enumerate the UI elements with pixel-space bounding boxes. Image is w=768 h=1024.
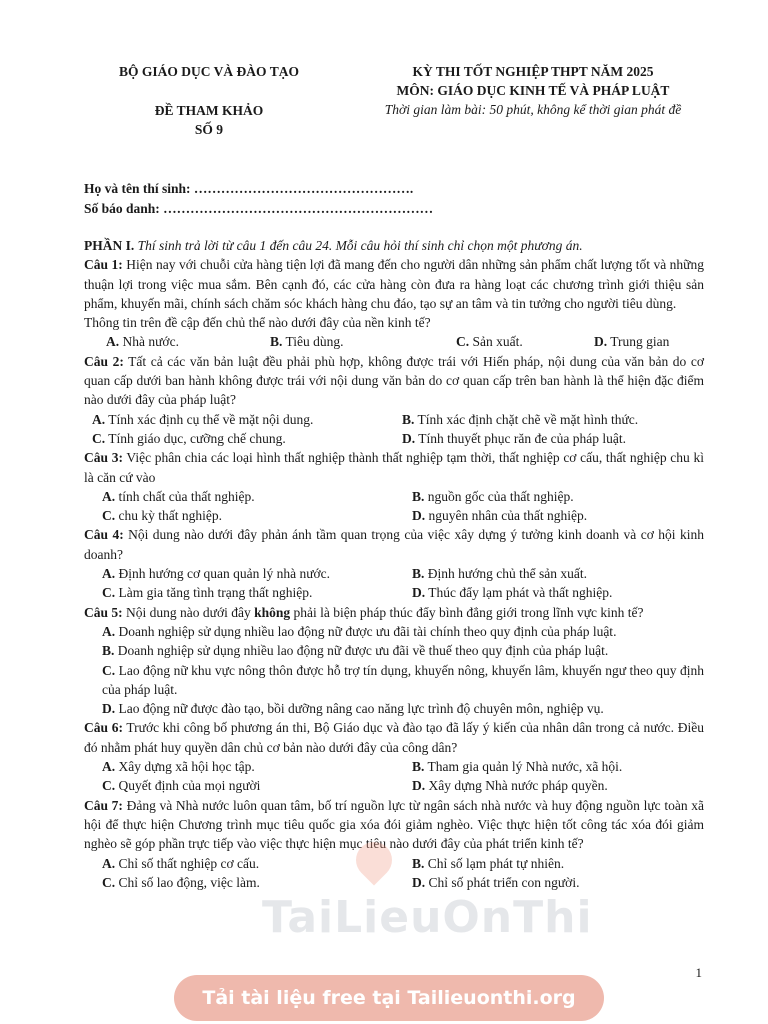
question-text: Tất cả các văn bản luật đều phải phù hợp, không được trái với Hiến pháp, nội dung của văn bản do cơ quan cấp dưới ban hành không được trái với nội dung văn bản do cơ quan cấp trên ban hành là thể hiện đặc điểm nào dưới đây của pháp luật?: [84, 353, 704, 408]
option-c: C. chu kỳ thất nghiệp.: [102, 508, 222, 524]
part-description: Thí sinh trả lời từ câu 1 đến câu 24. Mỗi câu hỏi thí sinh chỉ chọn một phương án.: [137, 238, 583, 253]
options-q2: [84, 410, 704, 449]
option-a: A. Doanh nghiệp sử dụng nhiều lao động nữ được ưu đãi tài chính theo quy định của pháp luật.: [102, 623, 617, 639]
option-b: B. Chỉ số lạm phát tự nhiên.: [412, 855, 565, 871]
exam-subject: MÔN: GIÁO DỤC KINH TẾ VÀ PHÁP LUẬT: [396, 83, 670, 98]
student-name-line: Họ và tên thí sinh: ………………………………………….: [84, 181, 414, 196]
question-text: Đảng và Nhà nước luôn quan tâm, bố trí nguồn lực từ ngân sách nhà nước và huy động nguồn lực toàn xã hội để thực hiện Chương trình mục tiêu quốc gia xóa đói giảm nghèo. Việc thực hiện tốt công tác xóa đói giảm nghèo sẽ góp phần trực tiếp vào việc thực hiện mục tiêu nào dưới đây của phát triển kinh tế?: [84, 797, 704, 852]
exam-body: [84, 236, 704, 892]
question-text: Nội dung nào dưới đây phản ánh tầm quan trọng của việc xây dựng ý tưởng kinh doanh và cơ hội kinh doanh?: [84, 527, 704, 562]
doc-number: SỐ 9: [194, 122, 224, 137]
question-text-emphasis: không: [254, 604, 291, 620]
part-heading: [84, 236, 704, 255]
option-b: B. Định hướng chủ thể sản xuất.: [412, 566, 587, 582]
question-text: Hiện nay với chuỗi cửa hàng tiện lợi đã mang đến cho người dân những sản phẩm chất lượng tốt và những thuận lợi trong việc mua sắm. Bên cạnh đó, các cửa hàng còn đưa ra hàng loạt các chương trình giới thiệu sản phẩm, khuyến mãi, chính sách chăm sóc khách hàng chu đáo, tạo sự an tâm và tin tưởng cho người tiêu dùng.: [84, 257, 704, 311]
option-d: D. nguyên nhân của thất nghiệp.: [412, 508, 588, 524]
question-6: [84, 718, 704, 757]
option-a: A. Nhà nước.: [106, 334, 179, 350]
question-1: [84, 255, 704, 313]
option-a: A. Xây dựng xã hội học tập.: [102, 759, 255, 775]
student-id-line: Số báo danh: ……………………………………………………: [84, 201, 434, 216]
options-q7: [84, 854, 704, 893]
question-text: Trước khi công bố phương án thi, Bộ Giáo dục và đào tạo đã lấy ý kiến của nhân dân trong cả nước. Điều đó nhằm phát huy quyền dân chủ cơ bản nào dưới đây của công dân?: [84, 720, 704, 755]
option-a: A. Chỉ số thất nghiệp cơ cấu.: [102, 855, 260, 871]
option-a: A. Định hướng cơ quan quản lý nhà nước.: [102, 566, 331, 582]
option-d: D. Lao động nữ được đào tạo, bồi dưỡng nâng cao năng lực trình độ chuyên môn, nghiệp vụ.: [102, 701, 604, 717]
question-label: Câu 5:: [84, 604, 123, 620]
question-text-post: phải là biện pháp thúc đẩy bình đẳng giới trong lĩnh vực kinh tế?: [293, 604, 644, 620]
header-right: [348, 62, 718, 119]
option-c: C. Chỉ số lao động, việc làm.: [102, 874, 260, 890]
exam-title: KỲ THI TỐT NGHIỆP THPT NĂM 2025: [412, 64, 654, 79]
question-label: Câu 2:: [84, 353, 124, 369]
question-text: Việc phân chia các loại hình thất nghiệp thành thất nghiệp tạm thời, thất nghiệp cơ cấu, thất nghiệp chu kì là căn cứ vào: [84, 450, 704, 485]
question-7: [84, 796, 704, 854]
time-note: Thời gian làm bài: 50 phút, không kể thời gian phát đề: [384, 102, 682, 117]
question-label: Câu 3:: [84, 450, 123, 466]
option-c: C. Làm gia tăng tình trạng thất nghiệp.: [102, 585, 313, 601]
options-q1: [84, 332, 704, 351]
question-subtext: Thông tin trên đề cập đến chủ thể nào dưới đây của nền kinh tế?: [84, 315, 431, 331]
question-5: [84, 603, 704, 622]
question-3: [84, 448, 704, 487]
option-d: D. Xây dựng Nhà nước pháp quyền.: [412, 778, 608, 794]
option-d: D. Tính thuyết phục răn đe của pháp luật.: [402, 430, 626, 446]
header-left: [84, 62, 334, 139]
question-2: [84, 352, 704, 410]
ministry-name: BỘ GIÁO DỤC VÀ ĐÀO TẠO: [119, 64, 299, 79]
options-q6: [84, 757, 704, 796]
options-q3: [84, 487, 704, 526]
option-b: B. Tiêu dùng.: [270, 334, 344, 350]
question-text-pre: Nội dung nào dưới đây: [126, 604, 251, 620]
download-banner[interactable]: Tải tài liệu free tại Tailieuonthi.org: [174, 975, 604, 1021]
question-label: Câu 6:: [84, 720, 123, 736]
option-d: D. Thúc đẩy lạm phát và thất nghiệp.: [412, 585, 613, 601]
question-label: Câu 4:: [84, 527, 124, 543]
watermark-logo: TaiLieuOnThi: [262, 892, 593, 943]
option-c: C. Tính giáo dục, cưỡng chế chung.: [92, 430, 286, 446]
doc-type: ĐỀ THAM KHẢO: [154, 103, 264, 118]
option-b: B. Doanh nghiệp sử dụng nhiều lao động nữ được ưu đãi về thuế theo quy định của pháp luật.: [102, 643, 609, 659]
options-q4: [84, 564, 704, 603]
option-c: C. Lao động nữ khu vực nông thôn được hỗ trợ tín dụng, khuyến nông, khuyến lâm, khuyến ngư theo quy định của pháp luật.: [102, 662, 705, 697]
student-info: [84, 179, 433, 219]
option-c: C. Sản xuất.: [456, 334, 523, 350]
option-c: C. Quyết định của mọi người: [102, 778, 261, 794]
option-d: D. Chỉ số phát triển con người.: [412, 874, 580, 890]
part-label: PHẦN I.: [84, 238, 135, 253]
question-label: Câu 7:: [84, 797, 123, 813]
option-a: A. Tính xác định cụ thể về mặt nội dung.: [92, 411, 314, 427]
option-b: B. nguồn gốc của thất nghiệp.: [412, 488, 574, 504]
option-a: A. tính chất của thất nghiệp.: [102, 488, 255, 504]
question-label: Câu 1:: [84, 257, 123, 273]
option-b: B. Tham gia quản lý Nhà nước, xã hội.: [412, 759, 623, 775]
question-4: [84, 525, 704, 564]
option-b: B. Tính xác định chặt chẽ về mặt hình thức.: [402, 411, 639, 427]
page-number: 1: [695, 965, 702, 980]
option-d: D. Trung gian: [594, 334, 670, 350]
